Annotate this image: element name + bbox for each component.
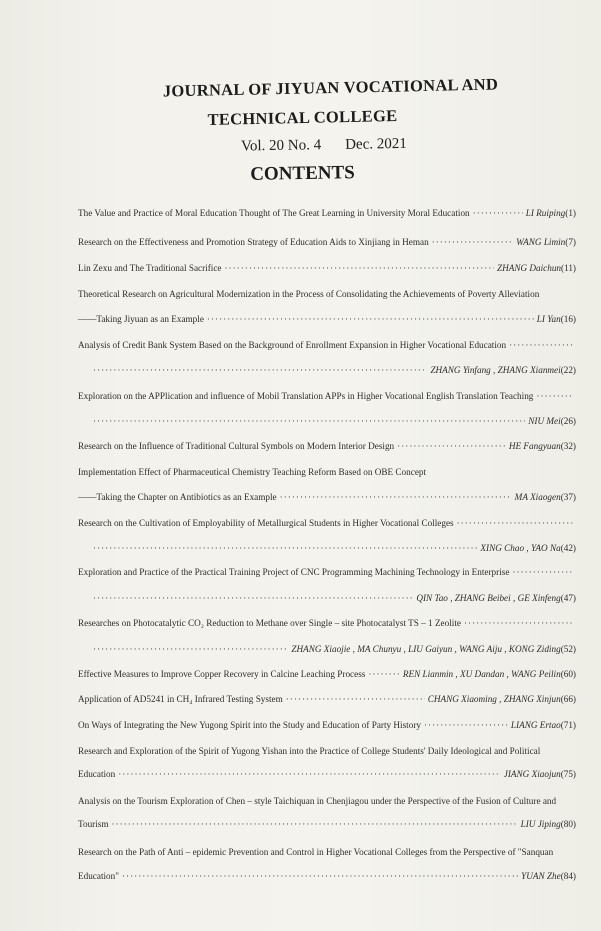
leader-dots [286,693,425,705]
entry-title: Research and Exploration of the Spirit of Yugong Yishan into the Practice of College Students' Daily Ideological and Political [78,746,541,756]
toc-entry[interactable] [90,364,576,376]
toc-entry[interactable] [78,236,576,248]
journal-title-line1: JOURNAL OF JIYUAN VOCATIONAL AND [162,74,499,101]
toc-entry-title-line[interactable] [78,466,576,478]
leader-dots [122,870,518,882]
leader-dots [280,491,512,503]
entry-title-continued: Education" [78,871,119,881]
entry-page: (1) [565,208,576,218]
leader-dots [473,207,523,219]
entry-page: (42) [560,543,576,553]
entry-title: Research on the Path of Anti – epidemic Prevention and Control in Higher Vocational Colleges from the Perspective of "Sanquan [78,847,554,857]
entry-page: (71) [560,720,576,730]
toc-entry[interactable] [78,262,576,274]
entry-title: Effective Measures to Improve Copper Recovery in Calcine Leaching Process [78,669,366,679]
toc-entry-title-line[interactable] [78,795,576,807]
entry-title: Research on the Effectiveness and Promotion Strategy of Education Aids to Xinjiang in Heman [78,237,429,247]
entry-author: ZHANG Daichun [496,263,562,273]
journal-title-line2: TECHNICAL COLLEGE [207,106,398,129]
entry-page: (60) [560,669,576,679]
entry-title-continued: Tourism [78,819,109,829]
toc-entry[interactable] [78,719,576,731]
leader-dots [224,262,493,274]
entry-author: REN Lianmin , XU Dandan , WANG Peilin [402,669,561,679]
leader-dots [93,643,288,655]
contents-heading: CONTENTS [250,162,355,185]
toc-entry[interactable] [90,542,576,554]
toc-entry[interactable] [78,491,576,503]
entry-title: Researches on Photocatalytic CO₂ Reduction to Methane over Single – site Photocatalyst TS – 1 Zeolite [78,618,461,628]
entry-author: ZHANG Xiaojie , MA Chunyu , LIU Gaiyun , WANG Aiju , KONG Ziding [291,644,561,654]
leader-dots [432,236,513,248]
entry-title: Exploration and Practice of the Practical Training Project of CNC Programming Machining Technology in Enterprise [78,567,510,577]
entry-title: On Ways of Integrating the New Yugong Spirit into the Study and Education of Party History [78,720,421,730]
entry-title: Analysis of Credit Bank System Based on the Background of Enrollment Expansion in Higher Vocational Education [78,340,507,350]
toc-entry-title-line[interactable] [78,566,576,578]
leader-dots [464,617,573,629]
toc-entry-title-line[interactable] [78,846,576,858]
entry-author: NIU Mei [528,416,561,426]
entry-author: QIN Tao , ZHANG Beibei , GE Xinfeng [416,593,561,603]
leader-dots [368,668,399,680]
entry-page: (80) [560,819,576,829]
leader-dots [512,566,573,578]
entry-author: XING Chao , YAO Na [480,543,561,553]
entry-author: LIANG Ertao [510,720,561,730]
toc-entry[interactable] [78,693,576,705]
entry-page: (37) [560,492,576,502]
entry-page: (26) [560,416,576,426]
entry-title: Research on the Influence of Traditional Cultural Symbols on Modern Interior Design [78,441,395,451]
toc-entry-title-line[interactable] [78,517,576,529]
toc-entry[interactable] [78,440,576,452]
toc-entry[interactable] [90,643,576,655]
entry-subtitle: ——Taking the Chapter on Antibiotics as an Example [78,492,277,502]
entry-title: Exploration on the APPlication and influence of Mobil Translation APPs in Higher Vocational English Translation Teaching [78,391,534,401]
toc-entry[interactable] [90,415,576,427]
toc-entry[interactable] [78,207,576,219]
entry-author: LI Ruiping [525,208,566,218]
issue-info [241,136,431,156]
entry-author: LI Yan [536,314,561,324]
leader-dots [118,768,501,780]
toc-entry[interactable] [78,313,576,325]
entry-author: YUAN Zhe [521,871,561,881]
leader-dots [93,592,413,604]
entry-page: (32) [560,441,576,451]
leader-dots [424,719,508,731]
toc-entry-title-line[interactable] [78,745,576,757]
leader-dots [93,542,477,554]
entry-title: The Value and Practice of Moral Education Thought of The Great Learning in University Moral Education [78,208,470,218]
entry-title: Lin Zexu and The Traditional Sacrifice [78,263,222,273]
entry-author: CHANG Xiaoming , ZHANG Xinjun [427,694,561,704]
toc-entry-title-line[interactable] [78,617,576,629]
leader-dots [207,313,534,325]
toc-entry[interactable] [78,870,576,882]
entry-author: HE Fangyuan [508,441,561,451]
toc-entry-title-line[interactable] [78,288,576,300]
volume-number: Vol. 20 No. 4 [240,137,322,155]
entry-subtitle: ——Taking Jiyuan as an Example [78,314,204,324]
toc-entry-title-line[interactable] [78,339,576,351]
toc-entry[interactable] [78,668,576,680]
entry-page: (16) [560,314,576,324]
leader-dots [93,415,525,427]
issue-date: Dec. 2021 [345,135,407,153]
toc-entry[interactable] [90,592,576,604]
entry-author: LIU Jiping [520,819,561,829]
entry-page: (22) [560,365,576,375]
entry-author: MA Xiaogen [514,492,561,502]
entry-author: JIANG Xiaojun [503,769,561,779]
entry-page: (84) [560,871,576,881]
leader-dots [457,517,573,529]
entry-title: Research on the Cultivation of Employability of Metallurgical Students in Higher Vocational Colleges [78,518,454,528]
leader-dots [397,440,506,452]
entry-page: (11) [561,263,576,273]
leader-dots [93,364,427,376]
toc-entry[interactable] [78,818,576,830]
entry-page: (7) [565,237,576,247]
toc-entry[interactable] [78,768,576,780]
leader-dots [509,339,573,351]
entry-page: (66) [560,694,576,704]
entry-title: Application of AD5241 in CH₄ Infrared Testing System [78,694,283,704]
entry-title: Analysis on the Tourism Exploration of Chen – style Taichiquan in Chenjiagou under the Perspective of the Fusion of Culture and [78,796,557,806]
entry-author: WANG Limin [516,237,566,247]
entry-title: Theoretical Research on Agricultural Modernization in the Process of Consolidating the Achievements of Poverty Alleviation [78,289,540,299]
entry-page: (52) [560,644,576,654]
entry-page: (75) [560,769,576,779]
entry-page: (47) [560,593,576,603]
leader-dots [536,390,573,402]
toc-entry-title-line[interactable] [78,390,576,402]
entry-title: Implementation Effect of Pharmaceutical Chemistry Teaching Reform Based on OBE Concept [78,467,427,477]
entry-author: ZHANG Yinfang , ZHANG Xianmei [430,365,561,375]
entry-title-continued: Education [78,769,116,779]
leader-dots [112,818,518,830]
